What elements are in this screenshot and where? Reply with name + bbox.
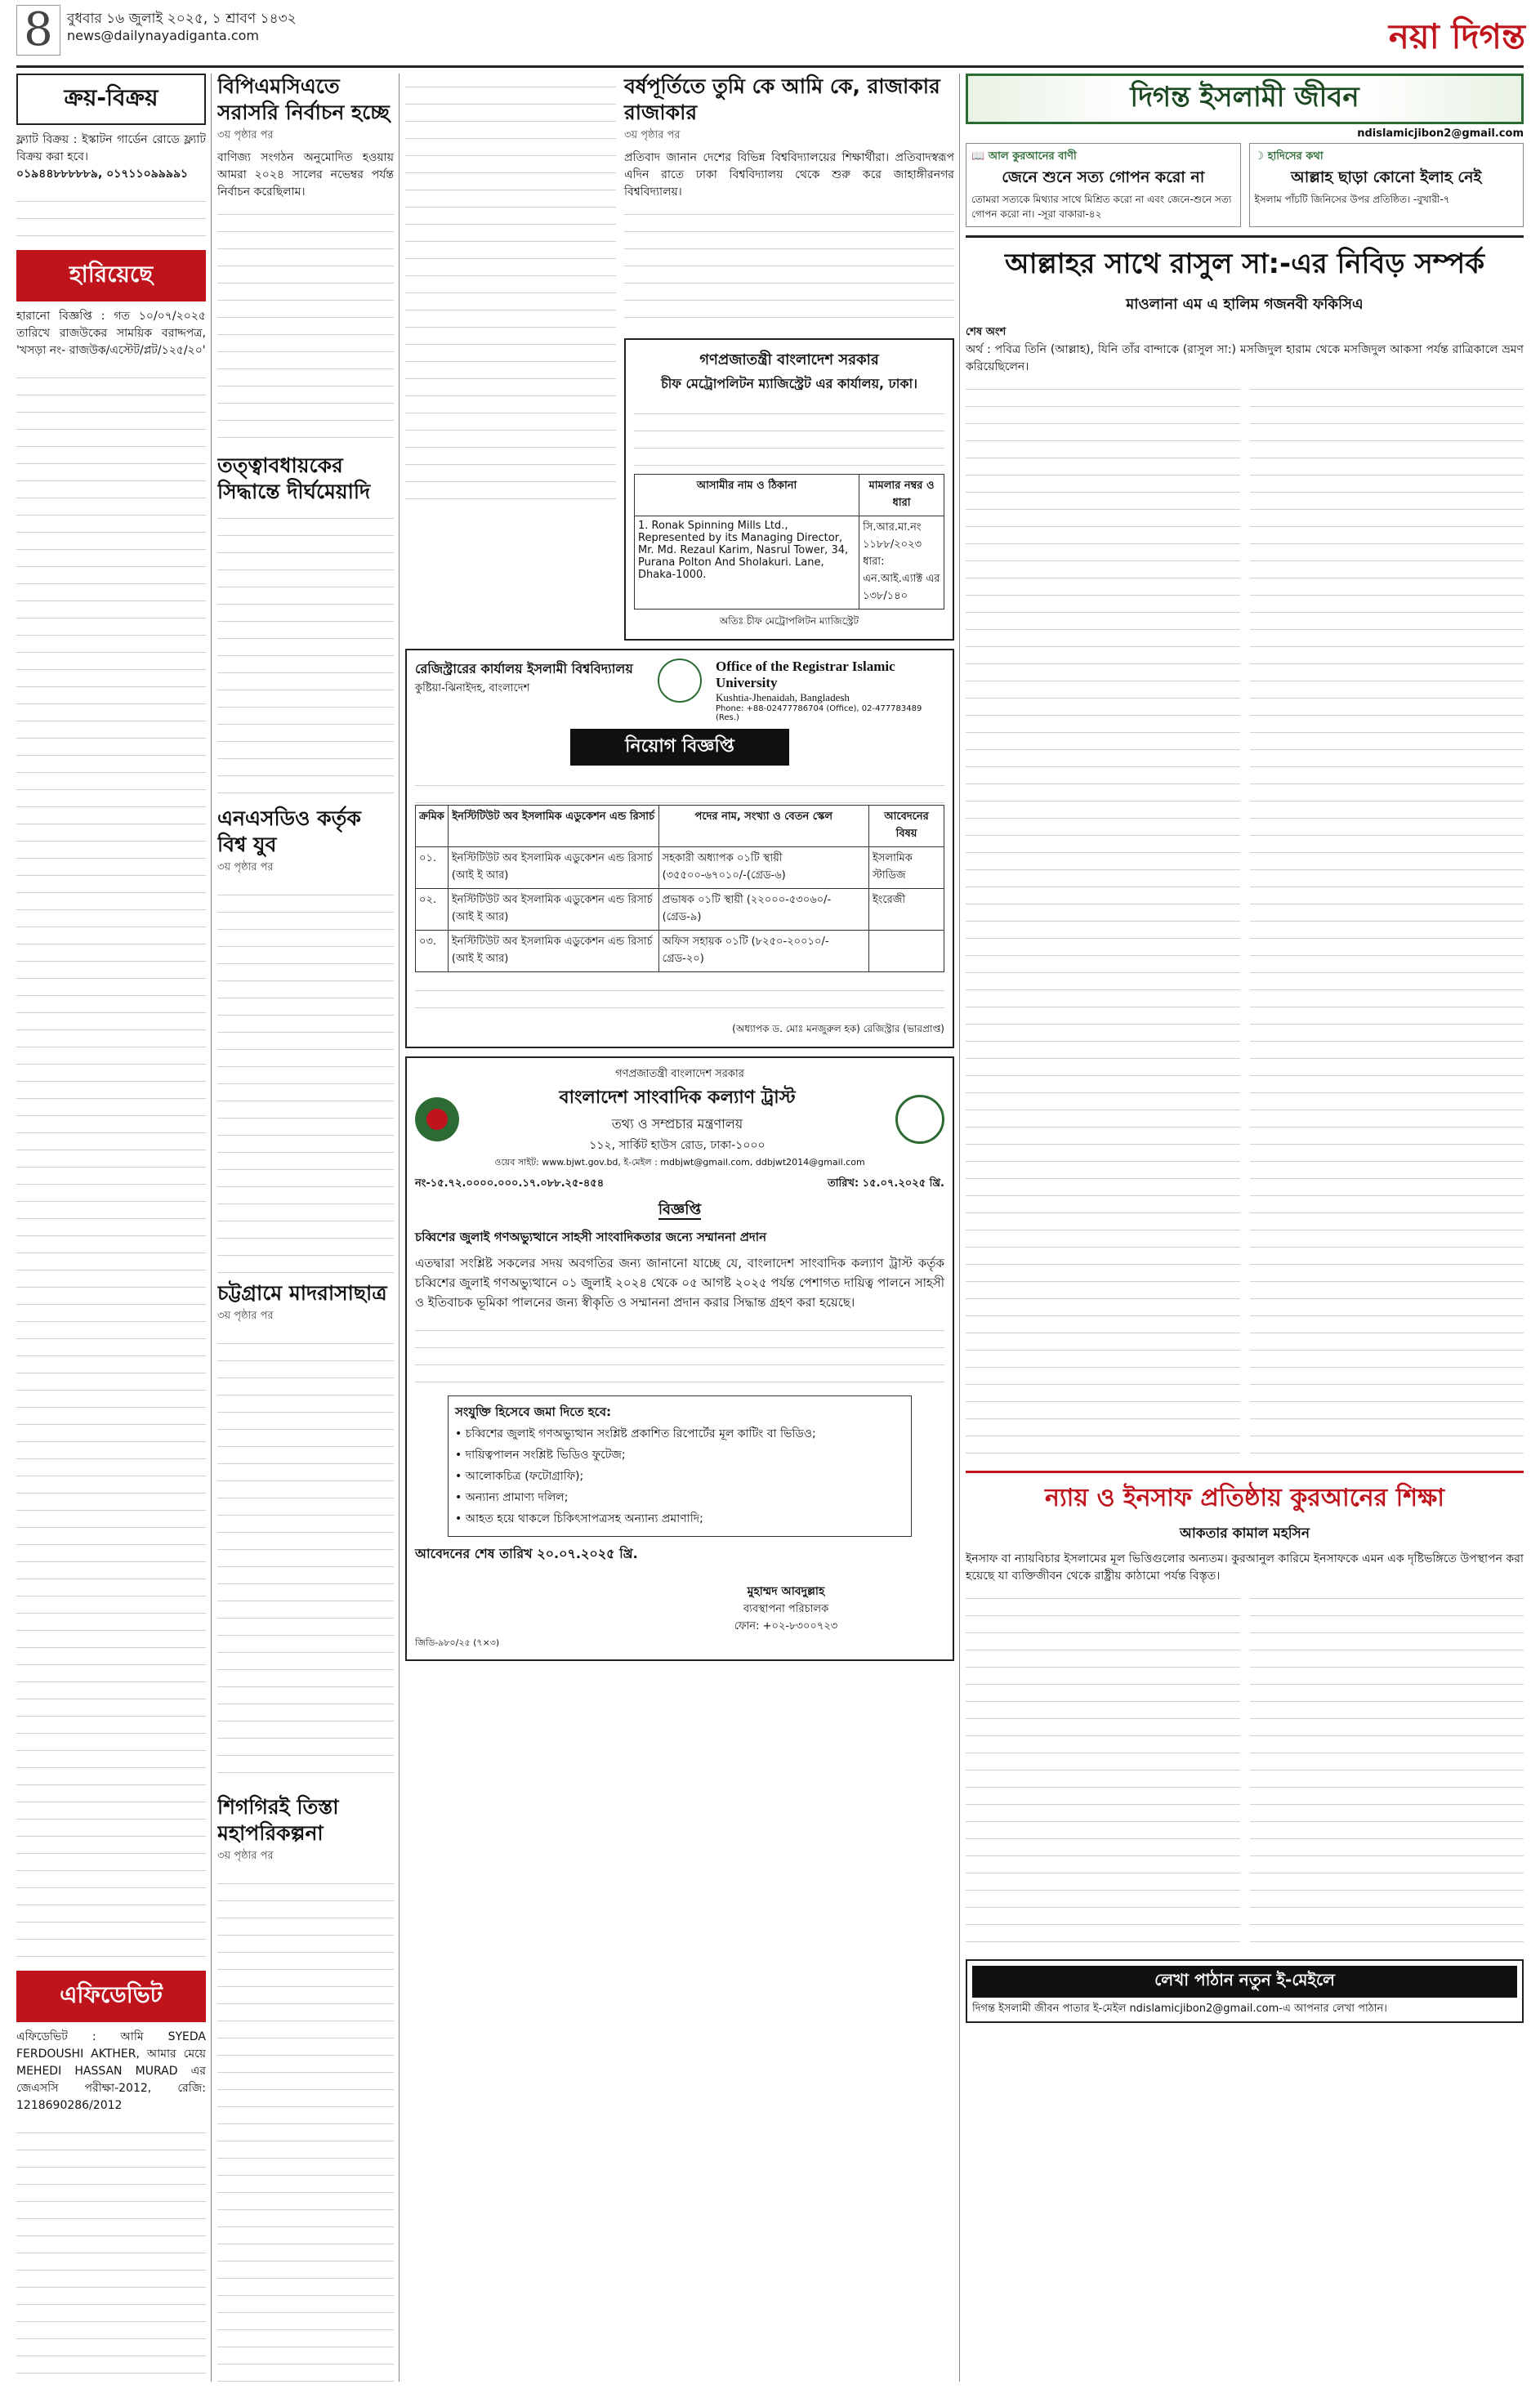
kroy-phone: ০১৯৪৪৮৮৮৮৮৯, ০১৭১১০৯৯৯৯১ <box>16 167 189 181</box>
trust-deadline: আবেদনের শেষ তারিখ ২০.০৭.২০২৫ খ্রি. <box>415 1546 638 1561</box>
news-subcolumn <box>624 74 954 641</box>
quran-box <box>966 143 1241 227</box>
trust-body-more <box>415 1317 944 1391</box>
article-text-block <box>966 376 1240 1462</box>
lost-notices-block <box>16 364 206 1966</box>
hadith-heading: আল্লাহ ছাড়া কোনো ইলাহ নেই <box>1291 168 1482 186</box>
lead-text-borshopurti: প্রতিবাদ জানান দেশের বিভিন্ন বিশ্ববিদ্যালয়ের শিক্ষার্থীরা। প্রতিবাদস্বরূপ এদিন রাতে ঢাকা বিশ্ববিদ্যালয় থেকে শুরু করে জাহাঙ্গীরনগর বিশ্ববিদ্যালয়। <box>624 151 954 199</box>
list-item: • আহত হয়ে থাকলে চিকিৎসাপত্রসহ অন্যান্য প্রমাণাদি; <box>455 1512 703 1525</box>
quran-text: তোমরা সত্যকে মিথ্যার সাথে মিশ্রিত করো না এবং জেনে-শুনে সত্য গোপন করো না। -সূরা বাকারা-৪২ <box>971 194 1232 220</box>
headline-bpmca: বিপিএমসিএতে সরাসরি নির্বাচন হচ্ছে <box>217 74 390 124</box>
trust-web[interactable]: ওয়েব সাইট: www.bjwt.gov.bd, ই-মেইল : mdbjwt@gmail.com, ddbjwt2014@gmail.com <box>494 1157 865 1168</box>
hadith-box <box>1249 143 1524 227</box>
continuation-label: ৩য় পৃষ্ঠার পর <box>217 861 274 873</box>
trust-ref: নং-১৫.৭২.০০০০.০০০.১৭.০৮৮.২৫-৪৫৪ <box>415 1177 605 1190</box>
article-text-block <box>624 201 954 332</box>
iu-table-head: ইনস্টিটিউট অব ইসলামিক এডুকেশন এন্ড রিসার্চ <box>448 806 658 847</box>
court-notice-text <box>634 400 944 474</box>
trust-title: বাংলাদেশ সাংবাদিক কল্যাণ ট্রাস্ট <box>559 1087 796 1108</box>
trust-phone: ফোন: +০২-৮৩০০৭২৩ <box>734 1620 838 1632</box>
list-item: • চব্বিশের জুলাই গণঅভ্যুত্থান সংশ্লিষ্ট প্রকাশিত রিপোর্টের মূল কাটিং বা ভিডিও; <box>455 1427 816 1440</box>
feature-author: মাওলানা এম এ হালিম গজনবী ফকিসিএ <box>1126 296 1364 313</box>
footer-heading: লেখা পাঠান নতুন ই-মেইলে <box>972 1966 1517 1998</box>
iu-bn-place: কুষ্টিয়া-ঝিনাইদহ, বাংলাদেশ <box>415 682 530 694</box>
court-gov-title: গণপ্রজাতন্ত্রী বাংলাদেশ সরকার <box>699 351 879 368</box>
article-text-block <box>1250 376 1524 1462</box>
article-text-block <box>217 201 394 446</box>
iu-table-head: আবেদনের বিষয় <box>869 806 944 847</box>
court-signature: অতিঃ চীফ মেট্রোপলিটন ম্যাজিস্ট্রেট <box>719 615 859 627</box>
trust-list-head: সংযুক্তি হিসেবে জমা দিতে হবে: <box>455 1404 612 1419</box>
continuation-label: ৩য় পৃষ্ঠার পর <box>217 1310 274 1322</box>
court-case: সি.আর.মা.নং ১১৮৮/২০২৩ ধারা: এন.আই.এ্যাক্ট এর ১৩৮/১৪০ <box>859 516 944 610</box>
classified-text-block <box>16 188 206 245</box>
quran-heading: জেনে শুনে সত্য গোপন করো না <box>1002 168 1205 186</box>
islamic-life-section <box>966 74 1524 2382</box>
article-text-block <box>1250 1585 1524 1953</box>
trust-subject: চব্বিশের জুলাই গণঅভ্যুত্থানে সাহসী সাংবাদিকতার জন্যে সম্মাননা প্রদান <box>415 1230 767 1244</box>
court-accused: 1. Ronak Spinning Mills Ltd., Represented by its Managing Director, Mr. Md. Rezaul Karim, Nasrul Tower, 34, Purana Polton And Sholakuri. Lane, Dhaka-1000. <box>635 516 859 610</box>
banner-email[interactable]: ndislamicjibon2@gmail.com <box>1357 127 1524 140</box>
banner-title: দিগন্ত ইসলামী জীবন <box>1130 80 1359 114</box>
headline-tottabodhayok: তত্ত্বাবধায়কের সিদ্ধান্তে দীর্ঘমেয়াদি <box>217 453 371 503</box>
trust-ministry: তথ্য ও সম্প্রচার মন্ত্রণালয় <box>611 1116 743 1132</box>
headline-nsdo: এনএসডিও কর্তৃক বিশ্ব যুব <box>217 806 361 856</box>
article-text-block <box>217 1330 394 1788</box>
iu-en-place: Kushtia-Jhenaidah, Bangladesh <box>716 691 850 703</box>
headline-madrasa: চট্টগ্রামে মাদরাসাছাত্র <box>217 1281 387 1305</box>
iu-signature: (অধ্যাপক ড. মোঃ মনজুরুল হক) রেজিস্ট্রার (ভারপ্রাপ্ত) <box>732 1023 944 1034</box>
iu-table-head: পদের নাম, সংখ্যা ও বেতন স্কেল <box>658 806 868 847</box>
haraiyeche-lead: হারানো বিজ্ঞপ্তি : গত ১০/০৭/২০২৫ তারিখে রাজউকের সাময়িক বরাদ্দপত্র, 'খসড়া নং- রাজউক/এস্টেট/প্লট/১২৫/২০' <box>16 310 206 357</box>
trust-notice-title: বিজ্ঞপ্তি <box>658 1201 702 1218</box>
feature2-title: ন্যায় ও ইনসাফ প্রতিষ্ঠায় কুরআনের শিক্ষা <box>966 1471 1524 1520</box>
continuation-label: ৩য় পৃষ্ঠার পর <box>624 129 681 141</box>
trust-code: জিডি-৯৮০/২৫ (৭×৩) <box>415 1637 500 1648</box>
news-column-left <box>217 74 394 2382</box>
court-office: চীফ মেট্রোপলিটন ম্যাজিস্ট্রেট এর কার্যালয়, ঢাকা। <box>661 376 917 391</box>
list-item: • দায়িত্বপালন সংশ্লিষ্ট ভিডিও ফুটেজ; <box>455 1449 626 1462</box>
article-text-block <box>405 74 616 515</box>
feature-lead: অর্থ : পবিত্র তিনি (আল্লাহ), যিনি তাঁর বান্দাকে (রাসুল সা:) মসজিদুল হারাম থেকে মসজিদুল আকসা পর্যন্ত রাত্রিকালে ভ্রমণ করিয়েছিলেন। <box>966 343 1524 373</box>
iu-en-title: Office of the Registrar Islamic University <box>716 659 895 690</box>
trust-signer: মুহাম্মদ আবদুল্লাহ <box>747 1585 825 1598</box>
header-rule <box>16 65 1524 68</box>
section-heading-affidavit: এফিডেভিট <box>16 1971 206 2022</box>
feature-title: আল্লাহর সাথে রাসুল সা:-এর নিবিড় সম্পর্ক <box>1005 248 1484 280</box>
court-table-head: মামলার নম্বর ও ধারা <box>859 475 944 516</box>
hadith-tag: ☽ হাদিসের কথা <box>1254 150 1324 163</box>
headline-teesta: শিগগিরই তিস্তা মহাপরিকল্পনা <box>217 1795 339 1845</box>
table-row: ০২. ইনস্টিটিউট অব ইসলামিক এডুকেশন এন্ড রিসার্চ (আই ই আর) প্রভাষক ০১টি স্থায়ী (২২০০০-৫৩০৬০/-(গ্রেড-৯) ইংরেজী <box>416 889 944 931</box>
trust-date: তারিখ: ১৫.০৭.২০২৫ খ্রি. <box>828 1177 944 1190</box>
iu-table <box>415 805 944 972</box>
iu-phone: Phone: +88-02477786704 (Office), 02-477783489 (Res.) <box>716 704 922 722</box>
court-table-head: আসামীর নাম ও ঠিকানা <box>635 475 859 516</box>
iu-notice-text <box>415 772 944 805</box>
edition-date: বুধবার ১৬ জুলাই ২০২৫, ১ শ্রাবণ ১৪৩২ <box>67 11 297 27</box>
news-column-center <box>405 74 954 2382</box>
column-divider <box>399 74 400 2382</box>
court-table <box>634 474 944 610</box>
feature-sub: শেষ অংশ <box>966 326 1007 338</box>
affidavit-notices-block <box>16 2119 206 2382</box>
table-row: ০১. ইনস্টিটিউট অব ইসলামিক এডুকেশন এন্ড রিসার্চ (আই ই আর) সহকারী অধ্যাপক ০১টি স্থায়ী (৩৫৫০০-৬৭০১০/-(গ্রেড-৬) ইসলামিক স্টাডিজ <box>416 847 944 889</box>
article-text-block <box>217 882 394 1274</box>
government-emblem-icon <box>415 1097 459 1141</box>
section-heading-kroy: ক্রয়-বিক্রয় <box>16 74 206 125</box>
feature2-lead: ইনসাফ বা ন্যায়বিচার ইসলামের মূল ভিত্তিগুলোর অন্যতম। কুরআনুল কারিমে ইনসাফকে এমন এক দৃষ্টিভঙ্গিতে উপস্থাপন করা হয়েছে যা ব্যক্তিজীবন থেকে রাষ্ট্রীয় কাঠামো পর্যন্ত বিস্তৃত। <box>966 1552 1524 1583</box>
court-notice <box>624 338 954 641</box>
trust-logo-icon <box>895 1095 944 1144</box>
newspaper-logo: নয়া দিগন্ত <box>1388 16 1525 56</box>
iu-conditions-text <box>415 977 944 1022</box>
edition-email[interactable]: news@dailynayadiganta.com <box>67 28 259 43</box>
iu-bn-title: রেজিস্ট্রারের কার্যালয় ইসলামী বিশ্ববিদ্যালয় <box>415 661 633 677</box>
iu-table-head: ক্রমিক <box>416 806 449 847</box>
trust-signer-role: ব্যবস্থাপনা পরিচালক <box>743 1603 829 1615</box>
submission-footer <box>966 1959 1524 2023</box>
list-item: • আলোকচিত্র (ফটোগ্রাফি); <box>455 1470 584 1483</box>
continuation-label: ৩য় পৃষ্ঠার পর <box>217 1850 274 1862</box>
article-text-block <box>217 1870 394 2382</box>
trust-body: এতদ্বারা সংশ্লিষ্ট সকলের সদয় অবগতির জন্য জানানো যাচ্ছে যে, বাংলাদেশ সাংবাদিক কল্যাণ ট্রাস্ট কর্তৃক চব্বিশের জুলাই গণঅভ্যুত্থানে ০১ জুলাই ২০২৪ থেকে ০৫ আগষ্ট ২০২৫ পর্যন্ত পেশাগত দায়িত্ব পালনে সাহসী ও ইতিবাচক ভূমিকা পালনের জন্য স্বীকৃতি ও সম্মাননা প্রদান করার সিদ্ধান্ত গ্রহণ করা হয়েছে। <box>415 1256 944 1310</box>
trust-address: ১১২, সার্কিট হাউস রোড, ঢাকা-১০০০ <box>589 1139 766 1152</box>
table-row: ০৩. ইনস্টিটিউট অব ইসলামিক এডুকেশন এন্ড রিসার্চ (আই ই আর) অফিস সহায়ক ০১টি (৮২৫০-২০০১০/- গ্রেড-২০) <box>416 931 944 972</box>
iu-notice-title: নিয়োগ বিজ্ঞপ্তি <box>570 729 789 766</box>
university-seal-icon <box>658 659 702 703</box>
page-number: 8 <box>16 5 60 56</box>
affidavit-text: এফিডেভিট : আমি SYEDA FERDOUSHI AKTHER, আমার মেয়ে MEHEDI HASSAN MURAD এর জেএসসি পরীক্ষা-2012, রেজি: 1218690286/2012 <box>16 2030 206 2112</box>
footer-text: দিগন্ত ইসলামী জীবন পাতার ই-মেইল ndislamicjibon2@gmail.com-এ আপনার লেখা পাঠান। <box>972 2003 1387 2015</box>
classifieds-column <box>16 74 206 2382</box>
hadith-text: ইসলাম পাঁচটি জিনিসের উপর প্রতিষ্ঠিত। -বুখারী-৭ <box>1254 194 1450 205</box>
article-text-block <box>217 505 394 799</box>
news-subcolumn <box>405 74 616 641</box>
list-item: • অন্যান্য প্রামাণ্য দলিল; <box>455 1491 569 1504</box>
lead-text-bpmca: বাণিজ্য সংগঠন অনুমোদিত হওয়ায় আমরা ২০২৪ সালের নভেম্বর পর্যন্ত নির্বাচন করেছিলাম। <box>217 151 394 199</box>
section-heading-haraiyeche: হারিয়েছে <box>16 250 206 301</box>
feature2-author: আকতার কামাল মহসিন <box>1179 1525 1310 1542</box>
column-divider <box>959 74 960 2382</box>
section-banner <box>966 74 1524 124</box>
trust-gov: গণপ্রজাতন্ত্রী বাংলাদেশ সরকার <box>615 1068 744 1080</box>
kroy-text: ফ্ল্যাট বিক্রয় : ইস্কাটন গার্ডেন রোডে ফ্ল্যাট বিক্রয় করা হবে। <box>16 133 206 163</box>
iu-recruitment-ad <box>405 649 954 1048</box>
headline-borshopurti: বর্ষপূর্তিতে তুমি কে আমি কে, রাজাকার রাজাকার <box>624 74 940 124</box>
article-text-block <box>966 1585 1240 1953</box>
quran-tag: 📖 আল কুরআনের বাণী <box>971 150 1077 163</box>
column-divider <box>211 74 212 2382</box>
continuation-label: ৩য় পৃষ্ঠার পর <box>217 129 274 141</box>
journalist-trust-ad <box>405 1056 954 1661</box>
